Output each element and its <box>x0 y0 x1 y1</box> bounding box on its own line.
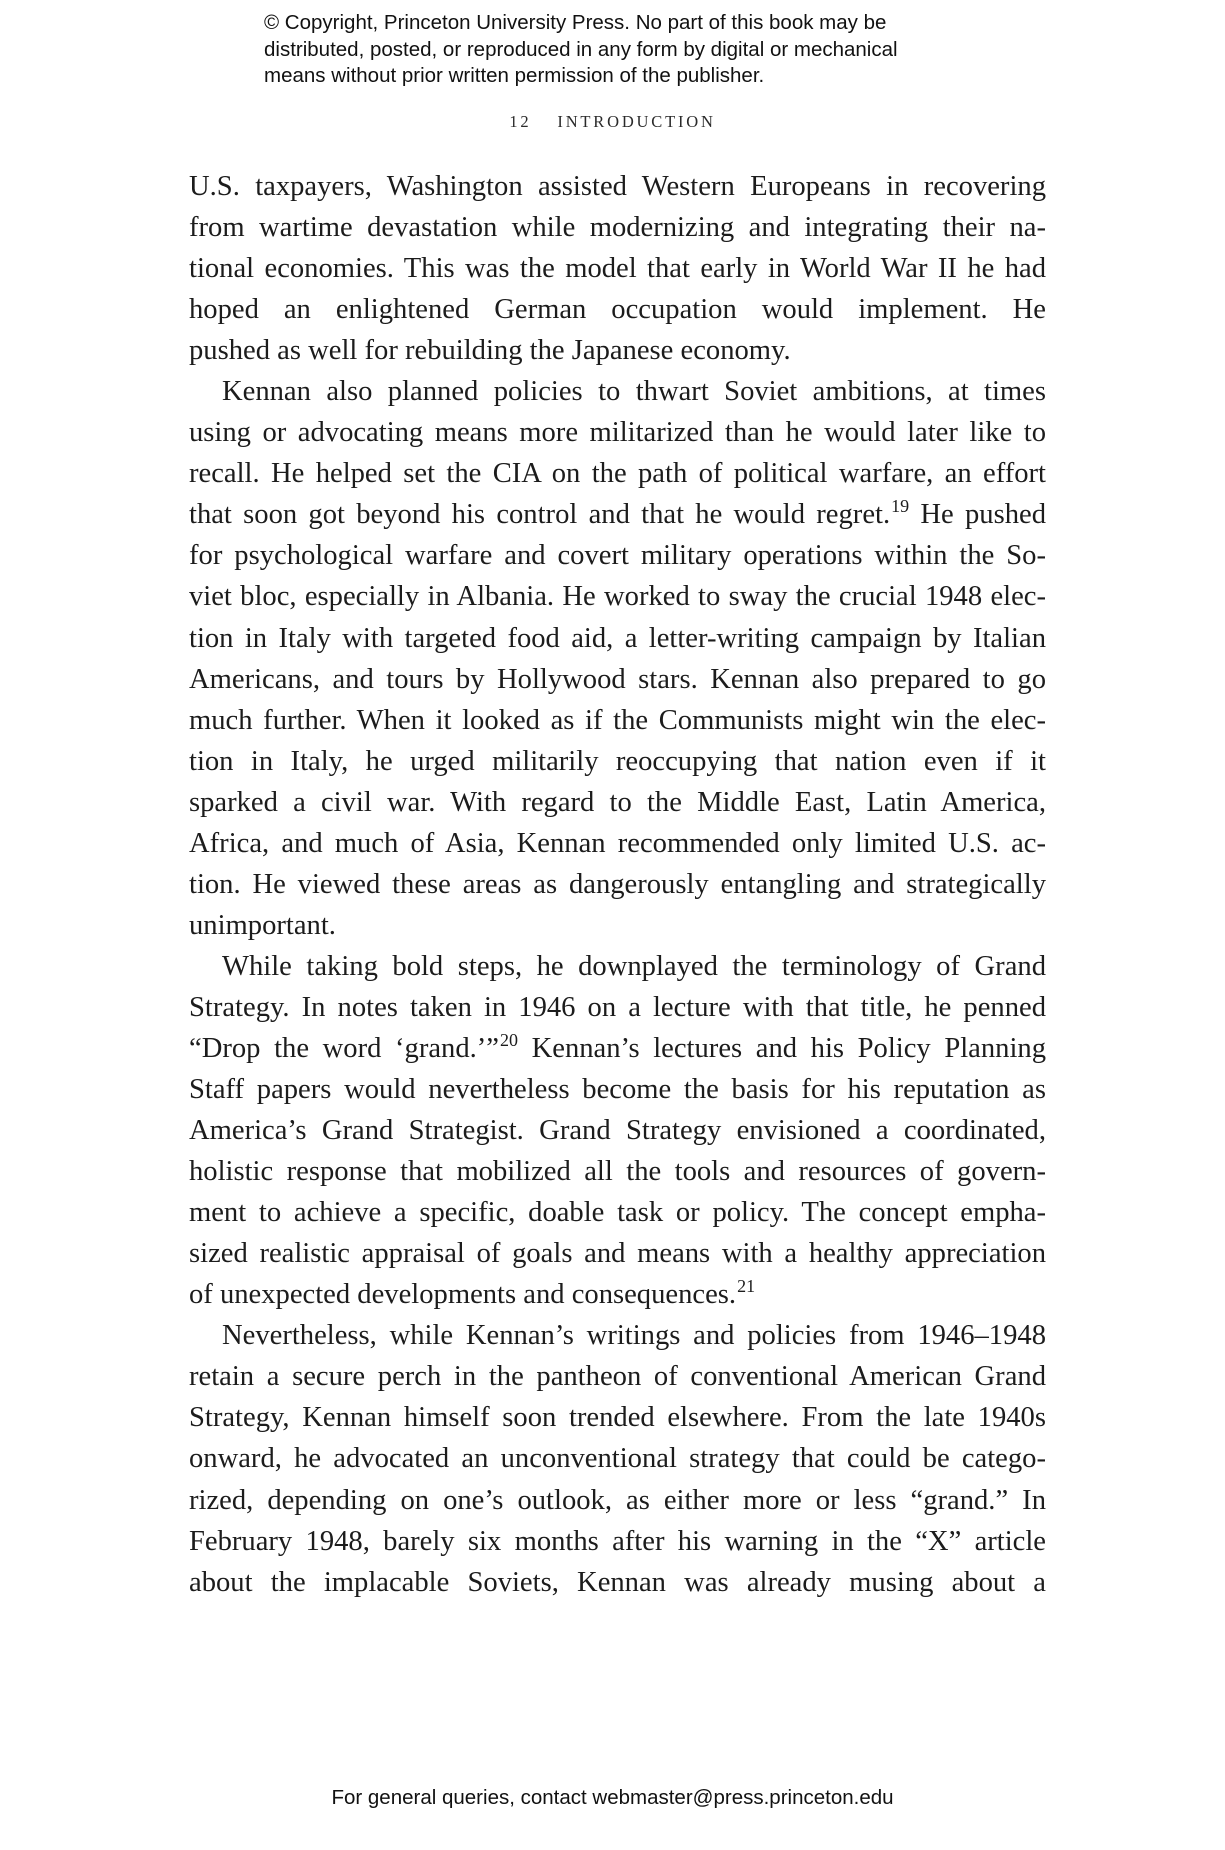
page-number: 12 <box>509 112 532 131</box>
paragraph <box>189 371 1046 946</box>
text-line: U.S. taxpayers, Washington assisted Western Europeans in recovering <box>189 171 1046 202</box>
body-text <box>189 166 1046 1603</box>
text-line: February 1948, barely six months after his warning in the “X” article <box>189 1525 1046 1557</box>
text-line: Americans, and tours by Hollywood stars. Kennan also prepared to go <box>189 663 1046 695</box>
text-line: While taking bold steps, he downplayed the terminology of Grand <box>222 950 1046 982</box>
text-line: sparked a civil war. With regard to the Middle East, Latin America, <box>189 786 1046 818</box>
text-line: for psychological warfare and covert military operations within the So- <box>189 540 1046 572</box>
text-line: from wartime devastation while modernizing and integrating their na- <box>189 212 1046 244</box>
text-line: Africa, and much of Asia, Kennan recommended only limited U.S. ac- <box>189 827 1046 859</box>
paragraph <box>189 166 1046 371</box>
text-line: sized realistic appraisal of goals and means with a healthy appreciation <box>189 1238 1046 1270</box>
footer-contact: For general queries, contact webmaster@press.princeton.edu <box>331 1786 894 1809</box>
text-line: much further. When it looked as if the Communists might win the elec- <box>189 704 1046 736</box>
paragraph <box>189 946 1046 1315</box>
text-line: Strategy, Kennan himself soon trended elsewhere. From the late 1940s <box>189 1402 1046 1434</box>
text-line: America’s Grand Strategist. Grand Strategy envisioned a coordinated, <box>189 1115 1046 1147</box>
section-title: INTRODUCTION <box>557 112 716 131</box>
text-segment: Kennan’s lectures and his Policy Planning <box>518 1032 1046 1064</box>
footnote-ref[interactable]: 19 <box>891 496 910 517</box>
running-head <box>0 112 1225 132</box>
copyright-line: means without prior written permission of the publisher. <box>264 64 765 87</box>
text-line: Staff papers would nevertheless become the basis for his reputation as <box>189 1074 1046 1106</box>
text-line: about the implacable Soviets, Kennan was already musing about a <box>189 1566 1046 1598</box>
copyright-line: © Copyright, Princeton University Press. No part of this book may be <box>264 11 887 34</box>
footnote-ref[interactable]: 21 <box>737 1276 756 1297</box>
text-segment: of unexpected developments and consequences. <box>189 1279 737 1311</box>
text-line: tion in Italy, he urged militarily reoccupying that nation even if it <box>189 745 1046 777</box>
text-segment: “Drop the word ‘grand.’” <box>189 1032 499 1064</box>
footnote-ref[interactable]: 20 <box>500 1029 518 1050</box>
text-line: using or advocating means more militarized than he would later like to <box>189 417 1046 449</box>
text-line: Kennan also planned policies to thwart Soviet ambitions, at times <box>222 376 1046 408</box>
text-line: rized, depending on one’s outlook, as either more or less “grand.” In <box>189 1484 1046 1516</box>
text-line: tion. He viewed these areas as dangerously entangling and strategically <box>189 868 1046 900</box>
text-line: viet bloc, especially in Albania. He worked to sway the crucial 1948 elec- <box>189 581 1046 613</box>
text-line: tion in Italy with targeted food aid, a letter-writing campaign by Italian <box>189 622 1046 654</box>
text-line: pushed as well for rebuilding the Japanese economy. <box>189 335 791 367</box>
text-segment: He pushed <box>909 499 1046 531</box>
text-line: ment to achieve a specific, doable task or policy. The concept empha- <box>189 1197 1046 1229</box>
text-line: tional economies. This was the model that early in World War II he had <box>189 253 1046 285</box>
text-line: onward, he advocated an unconventional strategy that could be catego- <box>189 1443 1046 1475</box>
text-line <box>189 494 1046 535</box>
copyright-line: distributed, posted, or reproduced in any form by digital or mechanical <box>264 37 898 61</box>
text-line: retain a secure perch in the pantheon of conventional American Grand <box>189 1361 1046 1393</box>
paragraph <box>189 1315 1046 1602</box>
text-line: Nevertheless, while Kennan’s writings and policies from 1946–1948 <box>222 1320 1046 1352</box>
text-line: Strategy. In notes taken in 1946 on a lecture with that title, he penned <box>189 991 1046 1023</box>
text-segment: that soon got beyond his control and that he would regret. <box>189 499 891 531</box>
text-line: recall. He helped set the CIA on the path of political warfare, an effort <box>189 458 1046 490</box>
text-line: holistic response that mobilized all the tools and resources of govern- <box>189 1156 1046 1188</box>
text-line <box>189 1028 1046 1069</box>
copyright-notice <box>264 10 1024 90</box>
text-line: unimportant. <box>189 909 336 941</box>
text-line <box>189 1274 1046 1315</box>
text-line: hoped an enlightened German occupation would implement. He <box>189 294 1046 326</box>
